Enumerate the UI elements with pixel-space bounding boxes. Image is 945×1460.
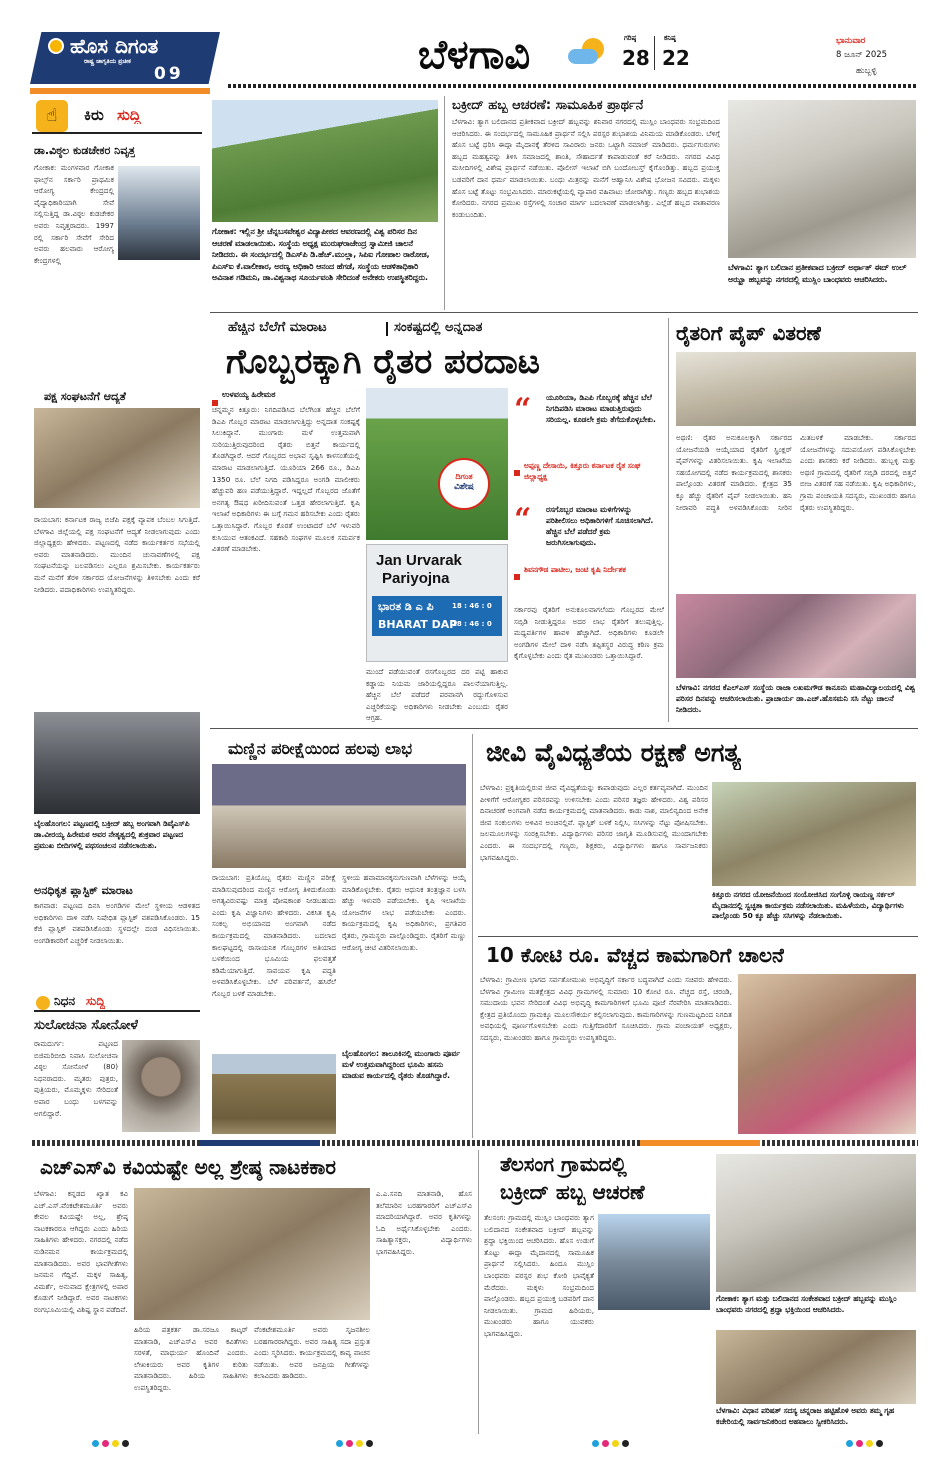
bag-title-2: Pariyojna — [382, 570, 450, 587]
quote-2-by-icon — [514, 566, 523, 585]
bio-headline: ಜೀವಿ ವೈವಿಧ್ಯತೆಯ ರಕ್ಷಣೆ ಅಗತ್ಯ — [486, 738, 742, 767]
logo-emblem-icon — [48, 38, 64, 54]
bakrid-headline: ಬಕ್ರೀದ್ ಹಬ್ಬ ಆಚರಣೆ: ಸಾಮೂಹಿಕ ಪ್ರಾರ್ಥನೆ — [452, 98, 644, 113]
soil-headline: ಮಣ್ಣಿನ ಪರೀಕ್ಷೆಯಿಂದ ಹಲವು ಲಾಭ — [228, 739, 413, 758]
hsv-headline: ಎಚ್‌ಎಸ್‌ವಿ ಕವಿಯಷ್ಟೇ ಅಲ್ಲ ಶ್ರೇಷ್ಠ ನಾಟಕಕಾರ — [40, 1155, 336, 1179]
bottom-accent-right — [640, 1140, 760, 1146]
lead-right-divider — [668, 318, 669, 722]
hand-icon: ☝ — [36, 100, 68, 132]
row2-rule — [210, 728, 918, 729]
brief-3-headline: ಅನಧಿಕೃತ ಪ್ಲಾಸ್ಟಿಕ್ ಮಾರಾಟ — [34, 884, 133, 897]
lead-headline: ಗೊಬ್ಬರಕ್ಕಾಗಿ ರೈತರ ಪರದಾಟ — [226, 342, 540, 382]
edition: ಹುಬ್ಬಳ್ಳಿ — [856, 66, 877, 76]
special-logo-text-a: ದಿಗಂತ — [455, 472, 473, 481]
bag-line-1: ಭಾರತ ಡಿ ಎ ಪಿ — [378, 600, 434, 613]
brief-2-photo — [34, 408, 200, 508]
pipe-headline: ರೈತರಿಗೆ ಪೈಪ್ ವಿತರಣೆ — [676, 321, 822, 345]
quote-mark-icon: “ — [514, 392, 532, 427]
quote-2-by: ಶಿವನಗೌಡ ಪಾಟೀಲ, ಜಂಟಿ ಕೃಷಿ ನಿರ್ದೇಶಕ — [524, 565, 626, 574]
masthead-tagline: ರಾಷ್ಟ್ರ ಜಾಗೃತಿಯ ಪ್ರಚೀಕ — [84, 58, 131, 65]
masthead-rule — [228, 84, 918, 88]
mlc-photo — [716, 1330, 916, 1404]
special-logo-text-b: ವಿಶೇಷ — [454, 482, 474, 492]
gokak-bakrid-caption: ಗೋಕಾಕ: ತ್ಯಾಗ ಮತ್ತು ಬಲಿದಾನದ ಸಂಕೇತವಾದ ಬಕ್ರೀದ್ ಹಬ್ಬವನ್ನು ಮುಸ್ಲಿಂ ಬಾಂಧವರು ನಗರದಲ್ಲಿ ಶ್ರದ್ಧಾ ಭಕ್ತಿಯಿಂದ ಆಚರಿಸಿದರು. — [716, 1294, 897, 1314]
brief-1-body-cont — [34, 266, 200, 384]
mlc-caption: ಬೆಳಗಾವಿ: ವಿಧಾನ ಪರಿಷತ್ ಸದಸ್ಯ ಚನ್ನರಾಜ ಹಟ್ಟಿಹೊಳಿ ಅವರು ತಮ್ಮ ಗೃಹ ಕಚೇರಿಯಲ್ಲಿ ಸಾರ್ವಜನಿಕರಿಂದ ಅಹವಾಲು ಸ್ವೀಕರಿಸಿದರು. — [716, 1406, 895, 1426]
works-rule — [478, 936, 918, 937]
brief-bike-caption: ಬೈಲಹೊಂಗಲ: ಪಟ್ಟಣದಲ್ಲಿ ಬಕ್ರೀದ್ ಹಬ್ಬ ಅಂಗವಾಗಿ ಡಿವೈಎಸ್‌ಪಿ ಡಾ.ವೀರಯ್ಯ ಹಿರೇಮಠ ಅವರ ನೇತೃತ್ವದಲ್ಲಿ ಶುಕ್ರವಾರ ಪಟ್ಟಣದ ಪ್ರಮುಖ ಬೀದಿಗಳಲ್ಲಿ ಪಥಸಂಚಲನ ನಡೆಸಲಾಯಿತು. — [34, 819, 190, 850]
brief-news-label-b: ಸುದ್ದಿ — [117, 106, 141, 124]
quote-2-text: ರಸಗೊಬ್ಬರ ಮಾರಾಟ ಮಳಿಗೆಗಳನ್ನು ಪರಿಶೀಲಿಸಲು ಅಧಿಕಾರಿಗಳಿಗೆ ಸೂಚಿಸಲಾಗಿದೆ. ಹೆಚ್ಚಿನ ಬೆಲೆ ಪಡೆದರೆ ಕ್ರಮ ಜರುಗಿಸಲಾಗುವುದು. — [546, 505, 654, 547]
telsang-body-cont — [598, 1316, 710, 1434]
registration-marks-right — [592, 1440, 629, 1447]
min-temp: 22 — [662, 46, 690, 70]
masthead-logo: ಹೊಸ ದಿಗಂತ — [70, 34, 159, 58]
soil-body-a: ರಾಯಬಾಗ: ಪ್ರತಿಯೊಬ್ಬ ರೈತರು ಮಣ್ಣಿನ ಪರೀಕ್ಷೆ ಮಾಡಿಸುವುದರಿಂದ ಮಣ್ಣಿನ ಆರೋಗ್ಯ ತಿಳಿದುಕೊಂಡು ಅಗತ್ಯವಿರುವಷ್ಟು ಮಾತ್ರ ಪೋಷಕಾಂಶ ನೀಡಬಹುದು ಎಂದು ಕೃಷಿ ವಿಜ್ಞಾನಿಗಳು ಹೇಳಿದರು. ವಿಕಸಿತ ಕೃಷಿ ಸಂಕಲ್ಪ ಅಭಿಯಾನದ ಅಂಗವಾಗಿ ನಡೆದ ಕಾರ್ಯಕ್ರಮದಲ್ಲಿ ಮಾತನಾಡಿದರು. ಬದಲಾದ ಕಾಲಘಟ್ಟದಲ್ಲಿ ರಾಸಾಯನಿಕ ಗೊಬ್ಬರಗಳ ಅತಿಯಾದ ಬಳಕೆಯಿಂದ ಭೂಮಿಯ ಫಲವತ್ತತೆ ಕಡಿಮೆಯಾಗುತ್ತಿದೆ. ಸಾವಯವ ಕೃಷಿ ಪದ್ಧತಿ ಅಳವಡಿಸಿಕೊಳ್ಳಬೇಕು. ಬೆಳೆ ಪರಿವರ್ತನೆ, ಹಸಿರೆಲೆ ಗೊಬ್ಬರ ಬಳಕೆ ಮಾಡಬೇಕು. — [212, 873, 336, 998]
lead-byline: ಉಳವಯ್ಯ ಹಿರೇಮಠ — [222, 390, 276, 399]
bag-line-2: BHARAT DAP — [378, 618, 458, 631]
bio-caption: ಕಿತ್ತೂರು ನಗರದ ಯೋಜನೆಯಿಂದ ಸಂಯೋಜಿಸಿದ ಸಂಗೊಳ್ಳಿ ರಾಯಣ್ಣ ಸರ್ಕಲ್ ಮೈದಾನದಲ್ಲಿ ಸ್ವಚ್ಛತಾ ಕಾರ್ಯಕ್ರಮ ನಡೆಸಲಾಯಿತು. ಮಹಿಳೆಯರು, ವಿದ್ಯಾರ್ಥಿಗಳು ಪಾಲ್ಗೊಂಡು 50 ಕ್ಕೂ ಹೆಚ್ಚು ಸಸಿಗಳನ್ನು ನೆಡಲಾಯಿತು. — [712, 890, 904, 920]
hsv-body-b: ಹಿರಿಯ ಪತ್ರಕರ್ತ ಡಾ.ಸರಜೂ ಕಾಟ್ಕರ್ ಮಾತನಾಡಿ, ಎಚ್‌ಎಸ್‌ವಿ ಅವರ ಕವಿತೆಗಳು ಸರಳತೆ, ಮಾಧುರ್ಯ ಹೊಂದಿವೆ ಎಂದರು. ಲೇಖಕಿಯರು ಅವರ ಕೃತಿಗಳ ಕುರಿತು ಮಾತನಾಡಿದರು. ಹಿರಿಯ ಸಾಹಿತಿಗಳು ಉಪಸ್ಥಿತರಿದ್ದರು. — [134, 1325, 248, 1392]
quote-mark-icon-2: “ — [514, 502, 532, 537]
bottom-accent-left — [200, 1140, 320, 1146]
pipe-caption: ಬೆಳಗಾವಿ: ನಗರದ ಕೆಎಲ್‌ಎಸ್ ಸಂಸ್ಥೆಯ ರಾಜಾ ಲಖಮಗೌಡ ಕಾನೂನು ಮಹಾವಿದ್ಯಾಲಯದಲ್ಲಿ ವಿಶ್ವ ಪರಿಸರ ದಿನವನ್ನು ಆಚರಿಸಲಾಯಿತು. ಪ್ರಾಚಾರ್ಯ ಡಾ.ಎಚ್.ಹೊಸಮನಿ ಸಸಿ ನೆಟ್ಟು ಚಾಲನೆ ನೀಡಿದರು. — [676, 683, 916, 714]
soil-right-divider — [472, 734, 473, 1138]
brief-2-headline: ಪಕ್ಷ ಸಂಘಟನೆಗೆ ಆದ್ಯತೆ — [44, 390, 126, 403]
pipe-photo — [676, 352, 916, 426]
works-photo — [738, 974, 916, 1134]
column-divider — [444, 96, 445, 310]
telsang-headline-1: ತೆಲಸಂಗ ಗ್ರಾಮದಲ್ಲಿ — [500, 1152, 627, 1176]
brief-2-body: ರಾಯಬಾಗ: ಕರ್ನಾಟಕ ರಾಜ್ಯ ಬಿಜೆಪಿ ಪಕ್ಷಕ್ಕೆ ವ್ಯಾಪಕ ಬೆಂಬಲ ಸಿಗುತ್ತಿದೆ. ಬೆಳಗಾವಿ ಜಿಲ್ಲೆಯಲ್ಲಿ ಪಕ್ಷ ಸಂಘಟನೆಗೆ ಆದ್ಯತೆ ನೀಡಲಾಗುವುದು ಎಂದು ಜಿಲ್ಲಾಧ್ಯಕ್ಷರು ಹೇಳಿದರು. ಪಟ್ಟಣದಲ್ಲಿ ನಡೆದ ಕಾರ್ಯಕರ್ತರ ಸಭೆಯಲ್ಲಿ ಅವರು ಮಾತನಾಡಿದರು. ಮುಂದಿನ ಚುನಾವಣೆಗಳಲ್ಲಿ ಪಕ್ಷ ಸಂಘಟನೆಯನ್ನು ಬಲಪಡಿಸಲು ಎಲ್ಲರೂ ಶ್ರಮಿಸಬೇಕು. ಕಾರ್ಯಕರ್ತರು ಮನೆ ಮನೆಗೆ ತೆರಳಿ ಸರ್ಕಾರದ ಯೋಜನೆಗಳನ್ನು ತಿಳಿಸಬೇಕು ಎಂದು ಕರೆ ನೀಡಿದರು. ಪದಾಧಿಕಾರಿಗಳು ಉಪಸ್ಥಿತರಿದ್ದರು. — [34, 515, 200, 594]
bottom-section-rule — [32, 1140, 918, 1146]
brief-3-body: ಕಾಗವಾಡ: ಪಟ್ಟಣದ ದಿನಸಿ ಅಂಗಡಿಗಳ ಮೇಲೆ ಸ್ಥಳೀಯ ಆಡಳಿತದ ಅಧಿಕಾರಿಗಳು ದಾಳಿ ನಡೆಸಿ ನಿಷೇಧಿತ ಪ್ಲಾಸ್ಟಿಕ್ ವಶಪಡಿಸಿಕೊಂಡರು. 15 ಕೆಜಿ ಪ್ಲಾಸ್ಟಿಕ್ ವಶಪಡಿಸಿಕೊಂಡು ಸ್ಥಳದಲ್ಲೇ ದಂಡ ವಿಧಿಸಲಾಯಿತು. ಅಂಗಡಿಕಾರರಿಗೆ ಎಚ್ಚರಿಕೆ ನೀಡಲಾಯಿತು. — [34, 901, 200, 945]
pipe-body: ಅಥಣಿ: ರೈತರ ಅನುಕೂಲಕ್ಕಾಗಿ ಸರ್ಕಾರದ ಯೋಜನೆಯಡಿ ಆಯ್ಕೆಯಾದ ರೈತರಿಗೆ ಸ್ಪ್ರಿಂಕ್ಲರ್ ಪೈಪ್‌ಗಳನ್ನು ವಿತರಿಸಲಾಯಿತು. ಕೃಷಿ ಇಲಾಖೆಯ ಸಹಯೋಗದಲ್ಲಿ ನಡೆದ ಕಾರ್ಯಕ್ರಮದಲ್ಲಿ ಶಾಸಕರು ಪಾಲ್ಗೊಂಡು ವಿತರಣೆ ಮಾಡಿದರು. ಕ್ಷೇತ್ರದ 35 ಕ್ಕೂ ಹೆಚ್ಚು ರೈತರಿಗೆ ಪೈಪ್ ನೀಡಲಾಯಿತು. ಹನಿ ನೀರಾವರಿ ಪದ್ಧತಿ ಅಳವಡಿಸಿಕೊಂಡು ನೀರಿನ ಮಿತಬಳಕೆ ಮಾಡಬೇಕು. ಸರ್ಕಾರದ ಯೋಜನೆಗಳನ್ನು ಸದುಪಯೋಗ ಪಡಿಸಿಕೊಳ್ಳಬೇಕು ಎಂದು ಶಾಸಕರು ಕರೆ ನೀಡಿದರು. ಹುಬ್ಬಳ್ಳಿ ಮತ್ತು ಅಥಣಿ ಗ್ರಾಮದಲ್ಲಿ ರೈತರಿಗೆ ಸಬ್ಸಿಡಿ ದರದಲ್ಲಿ ಬಿತ್ತನೆ ಬೀಜ ವಿತರಣೆ ಸಹ ನಡೆಯಿತು. ಕೃಷಿ ಅಧಿಕಾರಿಗಳು, ಗ್ರಾಮ ಪಂಚಾಯತಿ ಸದಸ್ಯರು, ಮುಖಂಡರು ಹಾಗೂ ರೈತರು ಉಪಸ್ಥಿತರಿದ್ದರು. — [676, 433, 916, 512]
bio-photo — [712, 782, 916, 886]
masthead-underline — [30, 88, 210, 94]
plough-photo — [212, 1054, 336, 1134]
row1-rule — [210, 312, 918, 313]
issue-date: 8 ಜೂನ್ 2025 — [836, 50, 888, 60]
hsv-body-c: ವೆಂಕಟೇಶಮೂರ್ತಿ ಅವರು ಸೃಜನಶೀಲ ಬರಹಗಾರರಾಗಿದ್ದರು. ಅವರ ಸಾಹಿತ್ಯ ಸದಾ ಪ್ರಸ್ತುತ ಎಂದು ಸ್ಮರಿಸಿದರು. ಕಾರ್ಯಕ್ರಮದಲ್ಲಿ ಕಾವ್ಯ ವಾಚನ ನಡೆಯಿತು. ಅವರ ಜನಪ್ರಿಯ ಗೀತೆಗಳನ್ನು ಕಲಾವಿದರು ಹಾಡಿದರು. — [254, 1325, 370, 1381]
obituary-name: ಸುಲೋಚನಾ ಸೋನೋಳೆ — [34, 1018, 139, 1033]
soil-meeting-photo — [212, 764, 466, 868]
min-temp-label: ಕನಿಷ್ಠ — [664, 34, 676, 42]
bag-code-2: 18 : 46 : 0 — [452, 620, 492, 628]
issue-day: ಭಾನುವಾರ — [836, 36, 866, 46]
hsv-body-d: ಎ.ಎ.ಸನದಿ ಮಾತನಾಡಿ, ಹೊಸ ತಲೆಮಾರಿನ ಬರಹಗಾರರಿಗೆ ಎಚ್‌ಎಸ್‌ವಿ ಮಾದರಿಯಾಗಿದ್ದಾರೆ. ಅವರ ಕೃತಿಗಳನ್ನು ಓದಿ ಅರ್ಥೈಸಿಕೊಳ್ಳಬೇಕು ಎಂದರು. ಸಾಹಿತ್ಯಾಸಕ್ತರು, ವಿದ್ಯಾರ್ಥಿಗಳು ಭಾಗವಹಿಸಿದ್ದರು. — [376, 1189, 472, 1256]
lead-kicker-a: ಹೆಚ್ಚಿನ ಬೆಲೆಗೆ ಮಾರಾಟ — [228, 320, 327, 335]
telsang-kids-photo — [598, 1214, 710, 1310]
pipe-event-photo — [676, 594, 916, 678]
quote-1-by: ಅಪ್ಪಣ್ಣ ದೇಸಾಯಿ, ಕಿತ್ತೂರು ಕರ್ನಾಟಕ ರೈತ ಸಂಘ ಜಿಲ್ಲಾಧ್ಯಕ್ಷ — [524, 461, 641, 481]
hsv-photo — [134, 1188, 370, 1320]
tree-planting-photo — [212, 100, 438, 222]
quote-1-by-icon — [514, 462, 523, 481]
telsang-body: ತೆಲಸಂಗ: ಗ್ರಾಮದಲ್ಲಿ ಮುಸ್ಲಿಂ ಬಾಂಧವರು ತ್ಯಾಗ ಬಲಿದಾನದ ಸಂಕೇತವಾದ ಬಕ್ರೀದ್ ಹಬ್ಬವನ್ನು ಶ್ರದ್ಧಾ ಭಕ್ತಿಯಿಂದ ಆಚರಿಸಿದರು. ಹೊಸ ಉಡುಗೆ ತೊಟ್ಟು ಈದ್ಗಾ ಮೈದಾನದಲ್ಲಿ ಸಾಮೂಹಿಕ ಪ್ರಾರ್ಥನೆ ಸಲ್ಲಿಸಿದರು. ಹಿಂದೂ ಮುಸ್ಲಿಂ ಬಾಂಧವರು ಪರಸ್ಪರ ಶುಭ ಕೋರಿ ಭಾವೈಕ್ಯತೆ ಮೆರೆದರು. ಮಕ್ಕಳು ಸಂಭ್ರಮದಿಂದ ಪಾಲ್ಗೊಂಡರು. ಹಬ್ಬದ ಪ್ರಯುಕ್ತ ಬಡವರಿಗೆ ದಾನ ನೀಡಲಾಯಿತು. ಗ್ರಾಮದ ಹಿರಿಯರು, ಮುಖಂಡರು ಹಾಗೂ ಯುವಕರು ಭಾಗವಹಿಸಿದ್ದರು. — [484, 1213, 594, 1338]
digantha-special-logo — [438, 458, 490, 510]
brief-bike-photo — [34, 712, 200, 814]
soil-body-b: ಸ್ಥಳೀಯ ಹವಾಮಾನಕ್ಕನುಗುಣವಾಗಿ ಬೆಳೆಗಳನ್ನು ಆಯ್ಕೆ ಮಾಡಿಕೊಳ್ಳಬೇಕು. ರೈತರು ಆಧುನಿಕ ತಂತ್ರಜ್ಞಾನ ಬಳಸಿ ಹೆಚ್ಚು ಇಳುವರಿ ಪಡೆಯಬೇಕು. ಕೃಷಿ ಇಲಾಖೆಯ ಯೋಜನೆಗಳ ಲಾಭ ಪಡೆಯಬೇಕು ಎಂದರು. ಕಾರ್ಯಕ್ರಮದಲ್ಲಿ ಕೃಷಿ ಅಧಿಕಾರಿಗಳು, ಪ್ರಗತಿಪರ ರೈತರು, ಗ್ರಾಮಸ್ಥರು ಪಾಲ್ಗೊಂಡಿದ್ದರು. ರೈತರಿಗೆ ಮಣ್ಣು ಆರೋಗ್ಯ ಚೀಟಿ ವಿತರಿಸಲಾಯಿತು. — [342, 873, 466, 952]
telsang-headline-2: ಬಕ್ರೀದ್ ಹಬ್ಬ ಆಚರಣೆ — [500, 1180, 645, 1204]
lead-kicker-b: ಸಂಕಷ್ಟದಲ್ಲಿ ಅನ್ನದಾತ — [394, 320, 483, 335]
gokak-bakrid-photo — [716, 1154, 916, 1292]
max-temp: 28 — [622, 46, 650, 70]
works-headline: 10 ಕೋಟಿ ರೂ. ವೆಚ್ಚದ ಕಾಮಗಾರಿಗೆ ಚಾಲನೆ — [486, 943, 784, 967]
plough-caption: ಬೈಲಹೊಂಗಲ: ತಾಲೂಕಿನಲ್ಲಿ ಮುಂಗಾರು ಪೂರ್ವ ಮಳೆ ಉತ್ತಮವಾಗಿದ್ದರಿಂದ ಭೂಮಿ ಹಸನು ಮಾಡುವ ಕಾರ್ಯದಲ್ಲಿ ರೈತರು ತೊಡಗಿದ್ದಾರೆ. — [342, 1049, 461, 1080]
bakrid-photo-caption: ಬೆಳಗಾವಿ: ತ್ಯಾಗ ಬಲಿದಾನ ಪ್ರತೀಕವಾದ ಬಕ್ರೀದ್ ಅರ್ಥಾತ್ ಈದ್ ಉಲ್ ಅಝ್ಹಾ ಹಬ್ಬವನ್ನು ನಗರದಲ್ಲಿ ಮುಸ್ಲಿಂ ಬಾಂಧವರು ಆಚರಿಸಿದರು. — [728, 263, 907, 284]
works-body: ಬೆಳಗಾವಿ: ಗ್ರಾಮೀಣ ಭಾಗದ ಸರ್ವತೋಮುಖ ಅಭಿವೃದ್ಧಿಗೆ ಸರ್ಕಾರ ಬದ್ಧವಾಗಿದೆ ಎಂದು ಸಚಿವರು ಹೇಳಿದರು. ಬೆಳಗಾವಿ ಗ್ರಾಮೀಣ ಮತಕ್ಷೇತ್ರದ ವಿವಿಧ ಗ್ರಾಮಗಳಲ್ಲಿ ಸುಮಾರು 10 ಕೋಟಿ ರೂ. ವೆಚ್ಚದ ರಸ್ತೆ, ಚರಂಡಿ, ಸಮುದಾಯ ಭವನ ಸೇರಿದಂತೆ ವಿವಿಧ ಅಭಿವೃದ್ಧಿ ಕಾಮಗಾರಿಗಳಿಗೆ ಭೂಮಿ ಪೂಜೆ ನೆರವೇರಿಸಿ ಮಾತನಾಡಿದರು. ಕ್ಷೇತ್ರದ ಪ್ರತಿಯೊಂದು ಗ್ರಾಮಕ್ಕೂ ಮೂಲಸೌಕರ್ಯ ಕಲ್ಪಿಸಲಾಗುವುದು. ಕಾಮಗಾರಿಗಳನ್ನು ಗುಣಮಟ್ಟದಿಂದ ನಿಗದಿತ ಅವಧಿಯಲ್ಲಿ ಪೂರ್ಣಗೊಳಿಸಬೇಕು ಎಂದು ಗುತ್ತಿಗೆದಾರರಿಗೆ ಸೂಚಿಸಿದರು. ಗ್ರಾಮ ಪಂಚಾಯತ್ ಅಧ್ಯಕ್ಷರು, ಸದಸ್ಯರು, ಮುಖಂಡರು ಹಾಗೂ ಗ್ರಾಮಸ್ಥರು ಉಪಸ್ಥಿತರಿದ್ದರು. — [480, 975, 732, 1042]
lead-farmer-photo — [366, 388, 508, 540]
page-number: 09 — [154, 64, 184, 84]
brief-1-headline: ಡಾ.ವಿಠ್ಠಲ ಕುಡಚೇಕರ ನಿವೃತ್ತ — [34, 144, 136, 157]
obituary-label-a: ನಿಧನ — [54, 994, 76, 1008]
lead-kicker-divider — [386, 322, 388, 336]
weather-icon — [568, 38, 606, 68]
registration-marks-left — [92, 1440, 129, 1447]
obituary-body: ರಾಮದುರ್ಗ: ಪಟ್ಟಣದ ಬಿಜಿಮರಿಬೀದಿ ನಿವಾಸಿ ಸುಲೋಚನಾ ವಿಠ್ಠಲ ಸೋನೋಳೆ (80) ನಿಧನರಾದರು. ಮೃತರು ಪುತ್ರರು, ಪುತ್ರಿಯರು, ಮೊಮ್ಮಕ್ಕಳು ಸೇರಿದಂತೆ ಅಪಾರ ಬಂಧು ಬಳಗವನ್ನು ಅಗಲಿದ್ದಾರೆ. — [34, 1039, 118, 1118]
max-temp-label: ಗರಿಷ್ಠ — [624, 34, 637, 42]
bag-code-1: 18 : 46 : 0 — [452, 602, 492, 610]
lead-body-c: ಸರ್ಕಾರವು ರೈತರಿಗೆ ಅನುಕೂಲವಾಗಲೆಂದು ಗೊಬ್ಬರದ ಮೇಲೆ ಸಬ್ಸಿಡಿ ನೀಡುತ್ತಿದ್ದರೂ ಅದರ ಲಾಭ ರೈತರಿಗೆ ತಲುಪುತ್ತಿಲ್ಲ. ಮಧ್ಯವರ್ತಿಗಳ ಹಾವಳಿ ಹೆಚ್ಚಾಗಿದೆ. ಅಧಿಕಾರಿಗಳು ಕೂಡಲೇ ಅಂಗಡಿಗಳ ಮೇಲೆ ದಾಳಿ ನಡೆಸಿ ತಪ್ಪಿತಸ್ಥರ ವಿರುದ್ಧ ಕಠಿಣ ಕ್ರಮ ಕೈಗೊಳ್ಳಬೇಕು ಎಂದು ರೈತ ಮುಖಂಡರು ಒತ್ತಾಯಿಸಿದ್ದಾರೆ. — [514, 605, 664, 661]
obituary-photo — [122, 1040, 200, 1132]
lamp-icon — [36, 996, 50, 1010]
registration-marks-center — [336, 1440, 373, 1447]
obituary-banner-rule — [34, 1010, 200, 1012]
hsv-body-a: ಬೆಳಗಾವಿ: ಕನ್ನಡದ ಖ್ಯಾತ ಕವಿ ಎಚ್.ಎಸ್.ವೆಂಕಟೇಶಮೂರ್ತಿ ಅವರು ಕೇವಲ ಕವಿಯಷ್ಟೇ ಅಲ್ಲ, ಶ್ರೇಷ್ಠ ನಾಟಕಕಾರರೂ ಆಗಿದ್ದರು ಎಂದು ಹಿರಿಯ ಸಾಹಿತಿಗಳು ಹೇಳಿದರು. ನಗರದಲ್ಲಿ ನಡೆದ ನುಡಿನಮನ ಕಾರ್ಯಕ್ರಮದಲ್ಲಿ ಮಾತನಾಡಿದರು. ಅವರ ಭಾವಗೀತೆಗಳು ಜನಮನ ಗೆದ್ದಿವೆ. ಮಕ್ಕಳ ಸಾಹಿತ್ಯ, ವಿಮರ್ಶೆ, ಅನುವಾದ ಕ್ಷೇತ್ರಗಳಲ್ಲಿ ಅಪಾರ ಕೊಡುಗೆ ನೀಡಿದ್ದಾರೆ. ಅವರ ನಾಟಕಗಳು ರಂಗಭೂಮಿಯಲ್ಲಿ ವಿಶಿಷ್ಟ ಸ್ಥಾನ ಪಡೆದಿವೆ. — [34, 1189, 128, 1314]
bio-body: ಬೆಳಗಾವಿ: ಪ್ರಕೃತಿಯಲ್ಲಿರುವ ಜೀವ ವೈವಿಧ್ಯತೆಯನ್ನು ಕಾಪಾಡುವುದು ಎಲ್ಲರ ಕರ್ತವ್ಯವಾಗಿದೆ. ಮುಂದಿನ ಪೀಳಿಗೆಗೆ ಆರೋಗ್ಯಕರ ಪರಿಸರವನ್ನು ಉಳಿಸಬೇಕು ಎಂದು ಪರಿಸರ ತಜ್ಞರು ಹೇಳಿದರು. ವಿಶ್ವ ಪರಿಸರ ದಿನಾಚರಣೆ ಅಂಗವಾಗಿ ನಡೆದ ಕಾರ್ಯಕ್ರಮದಲ್ಲಿ ಮಾತನಾಡಿದರು. ಕಾಡು ನಾಶ, ಮಾಲಿನ್ಯದಿಂದ ಅನೇಕ ಜೀವ ಸಂಕುಲಗಳು ಅಳಿವಿನ ಅಂಚಿನಲ್ಲಿವೆ. ಪ್ಲಾಸ್ಟಿಕ್ ಬಳಕೆ ನಿಲ್ಲಿಸಿ, ಸಸಿಗಳನ್ನು ನೆಟ್ಟು ಪೋಷಿಸಬೇಕು. ಜಲಮೂಲಗಳನ್ನು ಸಂರಕ್ಷಿಸಬೇಕು. ವಿದ್ಯಾರ್ಥಿಗಳು ಪರಿಸರ ಜಾಗೃತಿ ಮೂಡಿಸುವಲ್ಲಿ ಮುಂದಾಗಬೇಕು ಎಂದರು. ಈ ಸಂದರ್ಭದಲ್ಲಿ ಗಣ್ಯರು, ಶಿಕ್ಷಕರು, ವಿದ್ಯಾರ್ಥಿಗಳು ಹಾಗೂ ಸಾರ್ವಜನಿಕರು ಭಾಗವಹಿಸಿದ್ದರು. — [480, 783, 708, 862]
bakrid-body: ಬೆಳಗಾವಿ: ತ್ಯಾಗ ಬಲಿದಾನದ ಪ್ರತೀಕವಾದ ಬಕ್ರೀದ್ ಹಬ್ಬವನ್ನು ಶನಿವಾರ ನಗರದಲ್ಲಿ ಮುಸ್ಲಿಂ ಬಾಂಧವರು ಸಂಭ್ರಮದಿಂದ ಆಚರಿಸಿದರು. ಈ ಸಂದರ್ಭದಲ್ಲಿ ಸಾಮೂಹಿಕ ಪ್ರಾರ್ಥನೆ ಸಲ್ಲಿಸಿ ಪರಸ್ಪರ ಶುಭಾಶಯ ವಿನಿಮಯ ಮಾಡಿಕೊಂಡರು. ಬೆಳಿಗ್ಗೆ ಹೊಸ ಬಟ್ಟೆ ಧರಿಸಿ ಈದ್ಗಾ ಮೈದಾನಕ್ಕೆ ತೆರಳಿದ ಸಾವಿರಾರು ಜನರು ಒಟ್ಟಾಗಿ ನಮಾಜ್ ಮಾಡಿದರು. ಧರ್ಮಗುರುಗಳು ಹಬ್ಬದ ಮಹತ್ವವನ್ನು ತಿಳಿಸಿ ಸಮಾಜದಲ್ಲಿ ಶಾಂತಿ, ಸೌಹಾರ್ದತೆ ಕಾಪಾಡುವಂತೆ ಕರೆ ನೀಡಿದರು. ನಗರದ ವಿವಿಧ ಮಸೀದಿಗಳಲ್ಲಿ ವಿಶೇಷ ಪ್ರಾರ್ಥನೆ ನಡೆಯಿತು. ಪೊಲೀಸ್ ಇಲಾಖೆ ಬಿಗಿ ಬಂದೋಬಸ್ತ್ ಕೈಗೊಂಡಿತ್ತು. ಹಬ್ಬದ ಪ್ರಯುಕ್ತ ಬಡವರಿಗೆ ದಾನ ಧರ್ಮ ಮಾಡಲಾಯಿತು. ಬಂಧು ಮಿತ್ರರನ್ನು ಮನೆಗೆ ಆಹ್ವಾನಿಸಿ ವಿಶೇಷ ಭೋಜನ ಸವಿದರು. ಮಕ್ಕಳು ಹೊಸ ಬಟ್ಟೆ ತೊಟ್ಟು ಸಂಭ್ರಮಿಸಿದರು. ಮಾರುಕಟ್ಟೆಯಲ್ಲಿ ವ್ಯಾಪಾರ ವಹಿವಾಟು ಜೋರಾಗಿತ್ತು. ಗಣ್ಯರು ಹಬ್ಬದ ಶುಭಾಶಯ ಕೋರಿದರು. ನಗರದ ಪ್ರಮುಖ ರಸ್ತೆಗಳಲ್ಲಿ ಸಂಚಾರ ಮಾರ್ಗ ಬದಲಾವಣೆ ಮಾಡಲಾಗಿತ್ತು. ಎಲ್ಲೆಡೆ ಹಬ್ಬದ ವಾತಾವರಣ ಕಂಡುಬಂದಿತು. — [452, 117, 720, 219]
lead-body-a: ಚನ್ನಮ್ಮನ ಕಿತ್ತೂರು: ನಿಗದಿಪಡಿಸಿದ ಬೆಲೆಗಿಂತ ಹೆಚ್ಚಿನ ಬೆಲೆಗೆ ಡಿಎಪಿ ಗೊಬ್ಬರ ಮಾರಾಟ ಮಾಡಲಾಗುತ್ತಿದ್ದು ಅನ್ನದಾತ ಸಂಕಷ್ಟಕ್ಕೆ ಸಿಲುಕಿದ್ದಾನೆ. ಮುಂಗಾರು ಮಳೆ ಉತ್ತಮವಾಗಿ ಸುರಿಯುತ್ತಿರುವುದರಿಂದ ರೈತರು ಬಿತ್ತನೆ ಕಾರ್ಯದಲ್ಲಿ ತೊಡಗಿದ್ದಾರೆ. ಆದರೆ ಗೊಬ್ಬರದ ಅಭಾವ ಸೃಷ್ಟಿಸಿ ಕಾಳಸಂತೆಯಲ್ಲಿ ಮಾರಾಟ ಮಾಡಲಾಗುತ್ತಿದೆ. ಯೂರಿಯಾ 266 ರೂ., ಡಿಎಪಿ 1350 ರೂ. ಬೆಲೆ ನಿಗದಿ ಪಡಿಸಿದ್ದರೂ ಅಂಗಡಿ ಮಾಲೀಕರು ಹೆಚ್ಚುವರಿ ಹಣ ಪಡೆಯುತ್ತಿದ್ದಾರೆ. ಇದ್ದಲ್ಲದೆ ಗೊಬ್ಬರದ ಜೊತೆಗೆ ಅನಗತ್ಯ ಔಷಧ ಖರೀದಿಸುವಂತೆ ಒತ್ತಡ ಹೇರಲಾಗುತ್ತಿದೆ. ಕೃಷಿ ಇಲಾಖೆ ಅಧಿಕಾರಿಗಳು ಈ ಬಗ್ಗೆ ಗಮನ ಹರಿಸಬೇಕು ಎಂದು ರೈತರು ಒತ್ತಾಯಿಸಿದ್ದಾರೆ. ಗೊಬ್ಬರ ಕೊರತೆ ಉಂಟಾದರೆ ಬೆಳೆ ಇಳುವರಿ ಕುಸಿಯುವ ಆತಂಕವಿದೆ. ಸಹಕಾರಿ ಸಂಘಗಳ ಮೂಲಕ ಸಮರ್ಪಕ ವಿತರಣೆ ಮಾಡಬೇಕು. — [212, 405, 360, 554]
bakrid-photo — [728, 100, 916, 258]
section-title: ಬೆಳಗಾವಿ — [418, 32, 531, 78]
brief-1-body: ಗೋಕಾಕ: ಮಂಗಳವಾರ ಗೋಕಾಕ ಫಾಲ್ಸ್‌ನ ಸರ್ಕಾರಿ ಪ್ರಾಥಮಿಕ ಆರೋಗ್ಯ ಕೇಂದ್ರದಲ್ಲಿ ವೈದ್ಯಾಧಿಕಾರಿಯಾಗಿ ಸೇವೆ ಸಲ್ಲಿಸುತ್ತಿದ್ದ ಡಾ.ವಿಠ್ಠಲ ಕುಡಚೇಕರ ಅವರು ನಿವೃತ್ತರಾದರು. 1997 ರಲ್ಲಿ ಸರ್ಕಾರಿ ಸೇವೆಗೆ ಸೇರಿದ ಅವರು ಹಲವಾರು ಆರೋಗ್ಯ ಕೇಂದ್ರಗಳಲ್ಲಿ — [34, 163, 114, 265]
quote-1-text: ಯೂರಿಯಾ, ಡಿಎಪಿ ಗೊಬ್ಬರಕ್ಕೆ ಹೆಚ್ಚಿನ ಬೆಲೆ ನಿಗದಿಪಡಿಸಿ ಮಾರಾಟ ಮಾಡುತ್ತಿರುವುದು ಸರಿಯಲ್ಲ. ಕೂಡಲೇ ಕ್ರಮ ತೆಗೆದುಕೊಳ್ಳಬೇಕು. — [546, 393, 656, 424]
lead-body-b: ಮುಂದೆ ಪಡೆಯುವಂತೆ ರಸಗೊಬ್ಬರದ ದರ ಪಟ್ಟಿ ಹಾಕುವ ಕಡ್ಡಾಯ ನಿಯಮ ಜಾರಿಯಲ್ಲಿದ್ದರೂ ಪಾಲನೆಯಾಗುತ್ತಿಲ್ಲ. ಹೆಚ್ಚಿನ ಬೆಲೆ ಪಡೆದರೆ ಪರವಾನಗಿ ರದ್ದುಗೊಳಿಸುವ ಎಚ್ಚರಿಕೆಯನ್ನು ಅಧಿಕಾರಿಗಳು ನೀಡಬೇಕು ಎಂಬುದು ರೈತರ ಆಗ್ರಹ. — [366, 667, 508, 722]
registration-marks-far-right — [846, 1440, 883, 1447]
temp-divider — [654, 36, 655, 70]
telsang-divider — [478, 1150, 479, 1434]
bag-title-1: Jan Urvarak — [376, 552, 462, 569]
brief-1-photo — [118, 166, 200, 260]
brief-news-label-a: ಕಿರು — [84, 106, 104, 124]
tree-planting-caption: ಗೋಕಾಕ: ಇಲ್ಲಿನ ಶ್ರೀ ಚೆನ್ನಬಸವೇಶ್ವರ ವಿದ್ಯಾಪೀಠದ ಆವರಣದಲ್ಲಿ ವಿಶ್ವ ಪರಿಸರ ದಿನ ಆಚರಣೆ ಮಾಡಲಾಯಿತು. ಸಂಸ್ಥೆಯ ಅಧ್ಯಕ್ಷ ಮುರುಘರಾಜೇಂದ್ರ ಸ್ವಾಮೀಜಿ ಚಾಲನೆ ನೀಡಿದರು. ಈ ಸಂದರ್ಭದಲ್ಲಿ ಡಿಎಸ್‌ಪಿ ಡಿ.ಹೆಚ್.ಮುಲ್ಲಾ, ಸಿಪಿಐ ಗೋಪಾಲ ರಾಠೋಡ, ಪಿಎಸ್‌ಐ ಕೆ.ವಾಲೀಕಾರ, ಅರಣ್ಯ ಅಧಿಕಾರಿ ಆನಂದ ಹೆಗಡೆ, ಸಂಸ್ಥೆಯ ಆಡಳಿತಾಧಿಕಾರಿ ಅವಿನಾಶ ಗಡಿಮನಿ, ಡಾ.ವಿಶ್ವನಾಥ ಸೂರ್ಯವಂಶಿ ಸೇರಿದಂತೆ ಅನೇಕರು ಉಪಸ್ಥಿತರಿದ್ದರು. — [212, 227, 430, 282]
obituary-label-b: ಸುದ್ದಿ — [86, 994, 106, 1008]
